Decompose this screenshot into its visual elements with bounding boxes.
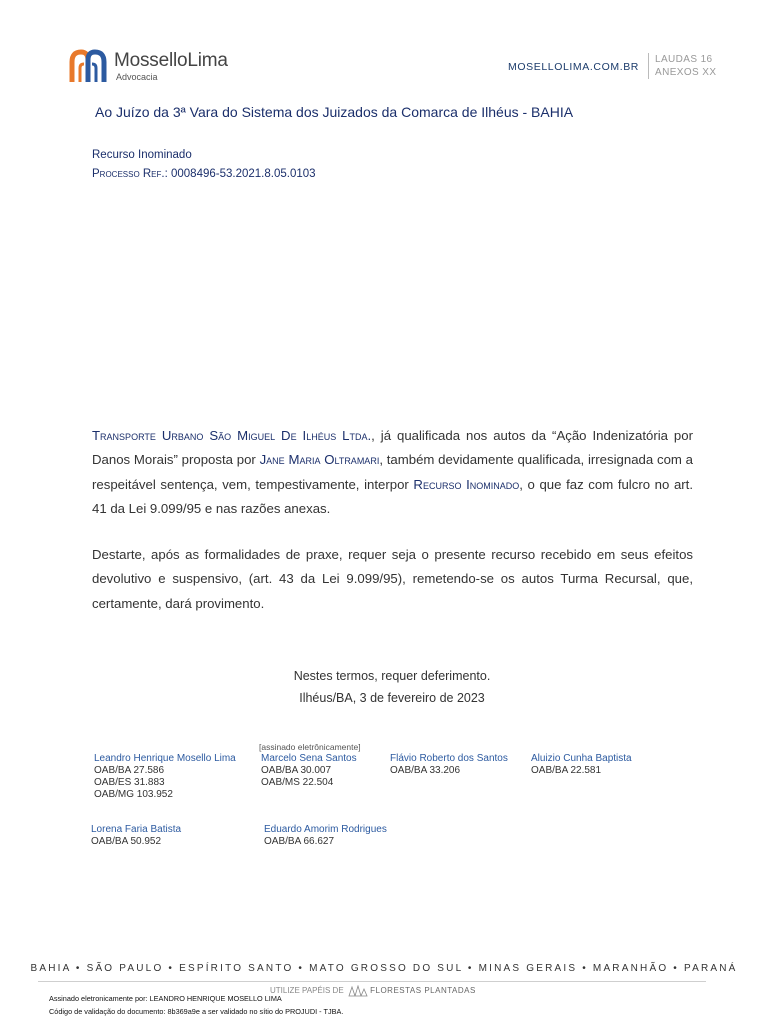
remedy-name: Recurso Inominado bbox=[413, 476, 520, 492]
party-name: Transporte Urbano São Miguel De Ilhéus Ltda. bbox=[92, 428, 372, 443]
brand-subtitle: Advocacia bbox=[116, 72, 158, 82]
brand-name: MosselloLima bbox=[114, 50, 228, 71]
office-states: BAHIA • SÃO PAULO • ESPÍRITO SANTO • MATO GROSSO DO SUL • MINAS GERAIS • MARANHÃO • PARANÁ bbox=[30, 963, 738, 974]
footer-divider bbox=[38, 981, 706, 982]
paper-prefix: UTILIZE PAPÉIS DE bbox=[270, 986, 344, 996]
lawyer-oab: OAB/BA 50.952 bbox=[91, 836, 162, 847]
validation-code: Código de validação do documento: 8b369a9e a ser validado no sítio do PROJUDI - TJBA. bbox=[49, 1007, 344, 1016]
lawyer-oab: OAB/MS 22.504 bbox=[261, 777, 334, 788]
lawyer-oab: OAB/BA 22.581 bbox=[531, 765, 602, 776]
process-number: 0008496-53.2021.8.05.0103 bbox=[171, 168, 316, 180]
lawyer-name: Eduardo Amorim Rodrigues bbox=[264, 824, 387, 835]
appeal-type: Recurso Inominado bbox=[92, 149, 192, 161]
lawyer-signature bbox=[91, 824, 181, 848]
process-reference bbox=[92, 168, 316, 180]
signed-note: [assinado eletrônicamente] bbox=[259, 742, 361, 752]
lawyer-oab: OAB/BA 33.206 bbox=[390, 765, 461, 776]
paragraph-request: Destarte, após as formalidades de praxe, requer seja o presente recurso recebido em seus efeitos devolutivo e suspensivo, (art. 43 da Lei 9.099/95), remetendo-se os autos Turma Recursal, que, certamente, dará provimento. bbox=[92, 547, 693, 611]
paragraph-appeal bbox=[92, 424, 693, 521]
closing-request: Nestes termos, requer deferimento. bbox=[293, 669, 491, 683]
paragraph-text: , também devidamente qualificada, irresignada com a respeitável sentença, vem, tempestivamente, interpor bbox=[92, 452, 694, 492]
lawyer-oab: OAB/MG 103.952 bbox=[94, 789, 173, 800]
document-meta bbox=[648, 53, 716, 79]
lawyer-signature bbox=[94, 753, 236, 801]
firm-logo-icon bbox=[68, 48, 108, 84]
lawyer-oab: OAB/ES 31.883 bbox=[94, 777, 165, 788]
paragraph-text: , o que faz com fulcro no art. 41 da Lei 9.099/95 e nas razões anexas. bbox=[92, 476, 694, 516]
lawyer-name: Marcelo Sena Santos bbox=[261, 753, 357, 764]
electronic-signature: Assinado eletronicamente por: LEANDRO HENRIQUE MOSELLO LIMA bbox=[49, 994, 282, 1003]
closing-place-date: Ilhéus/BA, 3 de fevereiro de 2023 bbox=[299, 691, 485, 705]
lawyer-name: Flávio Roberto dos Santos bbox=[390, 753, 508, 764]
lawyer-name: Leandro Henrique Mosello Lima bbox=[94, 753, 236, 764]
lawyer-oab: OAB/BA 30.007 bbox=[261, 765, 332, 776]
laudas-count: LAUDAS 16 bbox=[655, 54, 713, 65]
paper-note bbox=[270, 985, 476, 997]
trees-icon bbox=[346, 985, 368, 997]
lawyer-signature bbox=[390, 753, 508, 777]
firm-logo bbox=[68, 46, 238, 86]
lawyer-name: Lorena Faria Batista bbox=[91, 824, 182, 835]
lawyer-name: Aluizio Cunha Baptista bbox=[531, 753, 632, 764]
court-addressee: Ao Juízo da 3ª Vara do Sistema dos Juizados da Comarca de Ilhéus - BAHIA bbox=[95, 104, 574, 120]
lawyer-oab: OAB/BA 66.627 bbox=[264, 836, 335, 847]
process-label: Processo Ref.: bbox=[92, 168, 168, 180]
lawyer-signature bbox=[531, 753, 632, 777]
paragraph-text: , já qualificada nos autos da “Ação Indenizatória por Danos Morais” proposta por bbox=[92, 428, 693, 468]
lawyer-signature bbox=[264, 824, 387, 848]
lawyer-signature bbox=[261, 753, 357, 789]
paper-brand: FLORESTAS PLANTADAS bbox=[370, 986, 476, 996]
plaintiff-name: Jane Maria Oltramari bbox=[259, 452, 380, 468]
lawyer-oab: OAB/BA 27.586 bbox=[94, 765, 165, 776]
website-link[interactable]: MOSELLOLIMA.COM.BR bbox=[508, 61, 639, 73]
anexos-count: ANEXOS XX bbox=[655, 67, 717, 78]
